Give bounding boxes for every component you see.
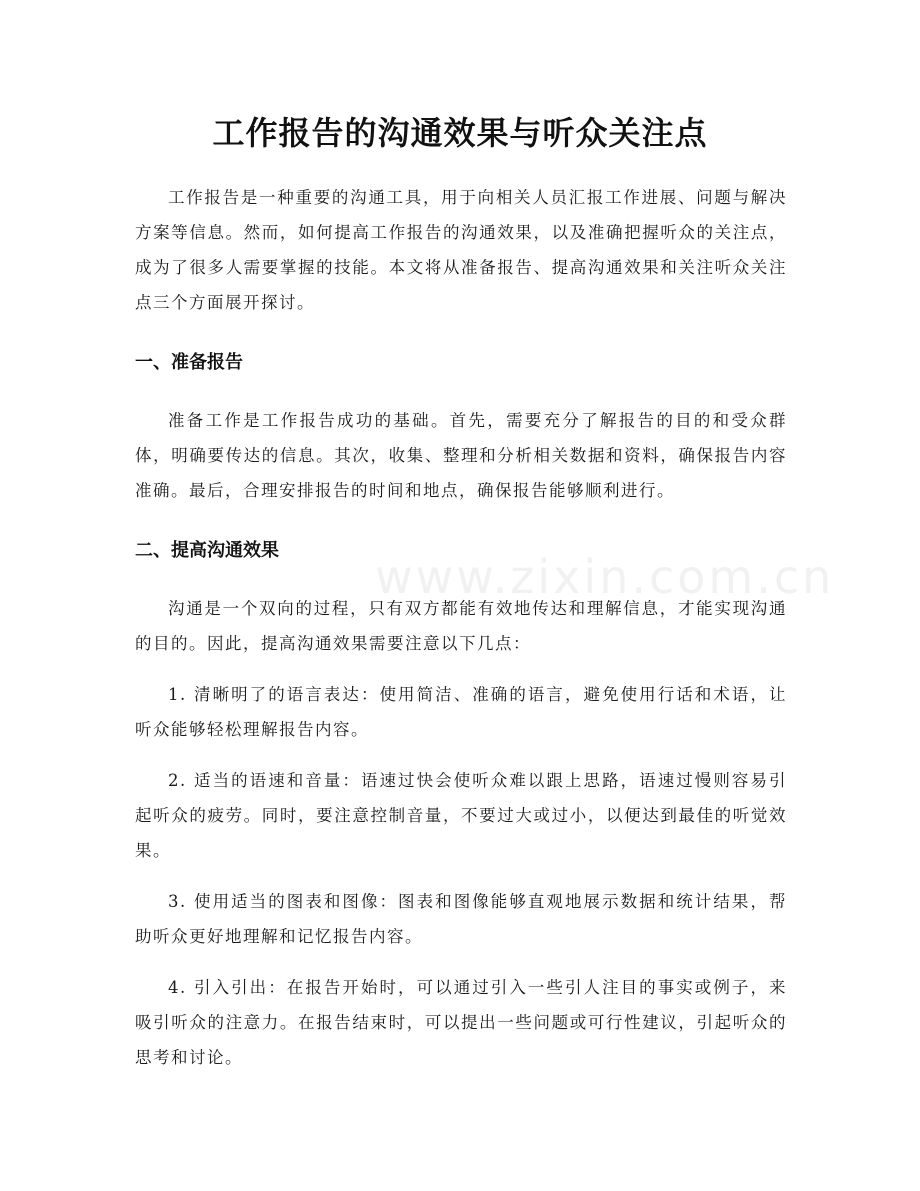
watermark: www.zixin.com.cn bbox=[375, 550, 835, 604]
list-item: 4. 引入引出：在报告开始时，可以通过引入一些引人注目的事实或例子，来吸引听众的注意力。在报告结束时，可以提出一些问题或可行性建议，引起听众的思考和讨论。 bbox=[135, 978, 787, 1067]
list-item: 3. 使用适当的图表和图像：图表和图像能够直观地展示数据和统计结果，帮助听众更好地理解和记忆报告内容。 bbox=[135, 892, 787, 946]
section-heading-communication: 二、提高沟通效果 bbox=[135, 540, 279, 561]
section-body-communication: 沟通是一个双向的过程，只有双方都能有效地传达和理解信息，才能实现沟通的目的。因此，提高沟通效果需要注意以下几点： bbox=[135, 599, 787, 653]
section-heading-prepare: 一、准备报告 bbox=[135, 352, 243, 373]
document-body bbox=[135, 180, 835, 1075]
intro-paragraph: 工作报告是一种重要的沟通工具，用于向相关人员汇报工作进展、问题与解决方案等信息。然而，如何提高工作报告的沟通效果，以及准确把握听众的关注点，成为了很多人需要掌握的技能。本文将从准备报告、提高沟通效果和关注听众关注点三个方面展开探讨。 bbox=[135, 188, 787, 312]
list-item: 2. 适当的语速和音量：语速过快会使听众难以跟上思路，语速过慢则容易引起听众的疲劳。同时，要注意控制音量，不要过大或过小，以便达到最佳的听觉效果。 bbox=[135, 771, 787, 860]
section-body-prepare: 准备工作是工作报告成功的基础。首先，需要充分了解报告的目的和受众群体，明确要传达的信息。其次，收集、整理和分析相关数据和资料，确保报告内容准确。最后，合理安排报告的时间和地点，确保报告能够顺利进行。 bbox=[135, 411, 787, 500]
list-item: 1. 清晰明了的语言表达：使用简洁、准确的语言，避免使用行话和术语，让听众能够轻松理解报告内容。 bbox=[135, 685, 787, 739]
document-title: 工作报告的沟通效果与听众关注点 bbox=[212, 114, 708, 152]
